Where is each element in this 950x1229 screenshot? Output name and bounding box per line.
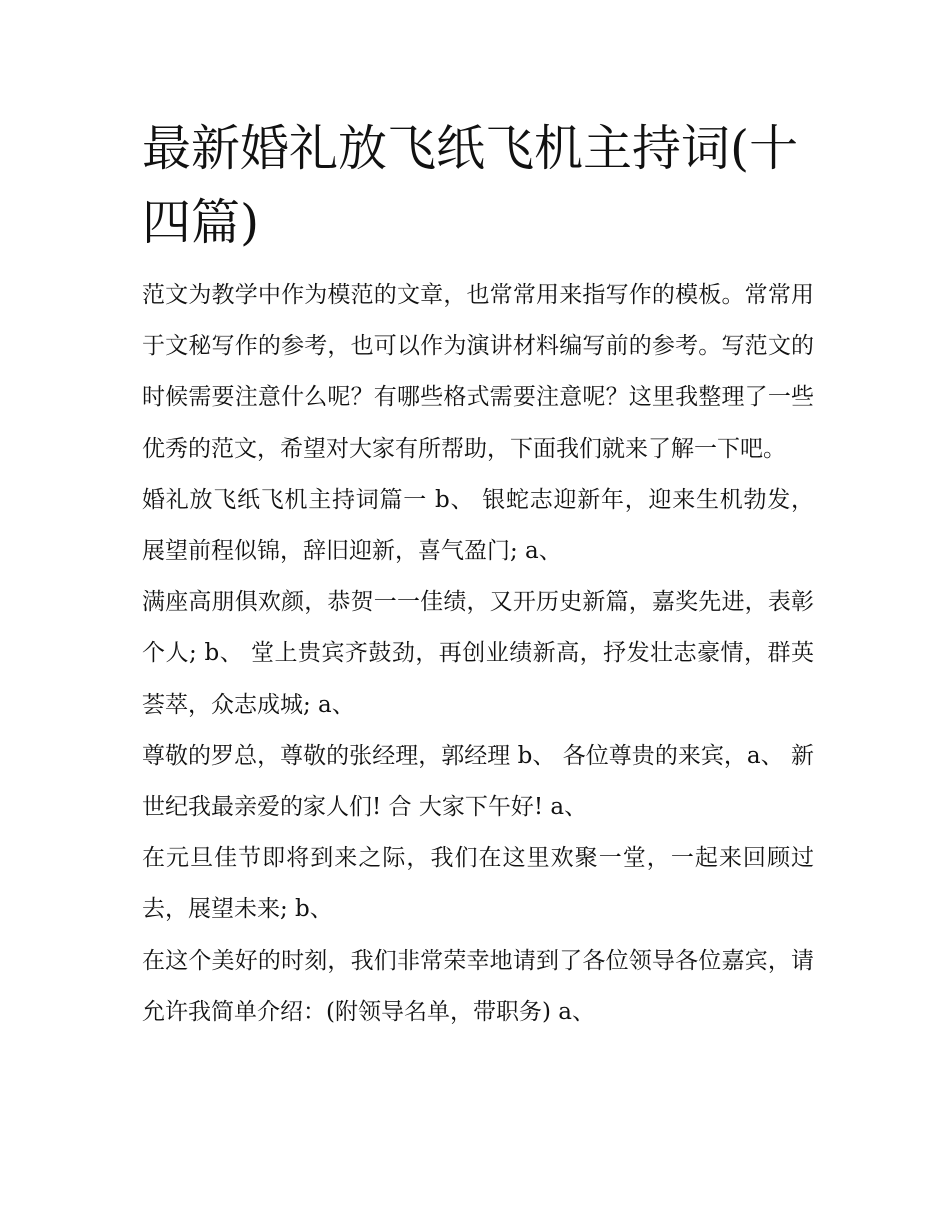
body-paragraph: 在元旦佳节即将到来之际，我们在这里欢聚一堂，一起来回顾过去，展望未来; b、 <box>142 845 814 923</box>
body-paragraph: 尊敬的罗总，尊敬的张经理，郭经理 b、 各位尊贵的来宾，a、 新世纪我最亲爱的家人们! 合 大家下午好! a、 <box>142 742 814 821</box>
intro-paragraph: 范文为教学中作为模范的文章，也常常用来指写作的模板。常常用于文秘写作的参考，也可以作为演讲材料编写前的参考。写范文的时候需要注意什么呢？有哪些格式需要注意呢？这里我整理了一些优秀的范文，希望对大家有所帮助，下面我们就来了解一下吧。 <box>142 282 814 462</box>
document-body <box>142 270 814 1038</box>
body-paragraph: 满座高朋俱欢颜，恭贺一一佳绩，又开历史新篇，嘉奖先进，表彰个人; b、 堂上贵宾齐鼓劲，再创业绩新高，抒发壮志豪情，群英荟萃，众志成城; a、 <box>142 589 814 718</box>
document-title: 最新婚礼放飞纸飞机主持词(十四篇) <box>142 120 799 251</box>
document-content <box>142 112 814 1038</box>
body-paragraph: 婚礼放飞纸飞机主持词篇一 b、 银蛇志迎新年，迎来生机勃发，展望前程似锦，辞旧迎新，喜气盈门; a、 <box>142 486 814 565</box>
body-paragraph: 在这个美好的时刻，我们非常荣幸地请到了各位领导各位嘉宾，请允许我简单介绍：(附领导名单，带职务) a、 <box>142 947 814 1025</box>
